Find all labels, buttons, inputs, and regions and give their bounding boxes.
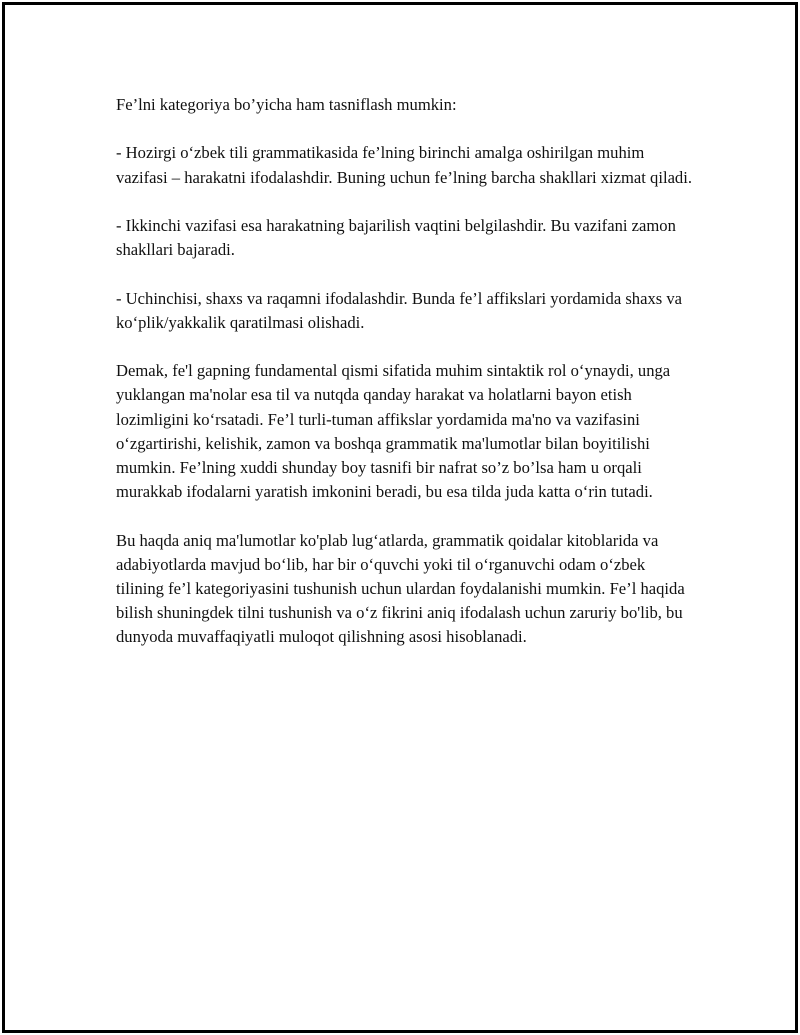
list-item-first-function: - Hozirgi o‘zbek tili grammatikasida fe’lning birinchi amalga oshirilgan muhim vazifasi – harakatni ifodalashdir. Buning uchun fe’lning barcha shakllari xizmat qiladi.	[116, 143, 692, 187]
conclusion-paragraph: Demak, fe'l gapning fundamental qismi sifatida muhim sintaktik rol o‘ynaydi, unga yuklangan ma'nolar esa til va nutqda qanday harakat va holatlarni bayon etish lozimligini ko‘rsatadi. Fe’l turli-tuman affikslar yordamida ma'no va vazifasini o‘zgartirishi, kelishik, zamon va boshqa grammatik ma'lumotlar bilan boyitilishi mumkin. Fe’lning xuddi shunday boy tasnifi bir nafrat so’z bo’lsa ham u orqali murakkab ifodalarni yaratish imkonini beradi, bu esa tilda juda katta o‘rin tutadi.	[116, 361, 671, 502]
document-body	[116, 93, 696, 674]
list-item-second-function: - Ikkinchi vazifasi esa harakatning bajarilish vaqtini belgilashdir. Bu vazifani zamon shakllari bajaradi.	[116, 215, 676, 260]
list-item-third-function: - Uchinchisi, shaxs va raqamni ifodalashdir. Bunda fe’l affikslari yordamida shaxs va ko‘plik/yakkalik qaratilmasi olishadi.	[116, 288, 683, 332]
intro-paragraph: Fe’lni kategoriya bo’yicha ham tasniflash mumkin:	[116, 95, 457, 114]
closing-paragraph: Bu haqda aniq ma'lumotlar ko'plab lug‘atlarda, grammatik qoidalar kitoblarida va adabiyotlarda mavjud bo‘lib, har bir o‘quvchi yoki til o‘rganuvchi odam o‘zbek tilining fe’l kategoriyasini tushunish uchun ulardan foydalanishi mumkin. Fe’l haqida bilish shuningdek tilni tushunish va o‘z fikrini aniq ifodalash uchun zaruriy bo'lib, bu dunyoda muvaffaqiyatli muloqot qilishning asosi hisoblanadi.	[116, 530, 685, 647]
